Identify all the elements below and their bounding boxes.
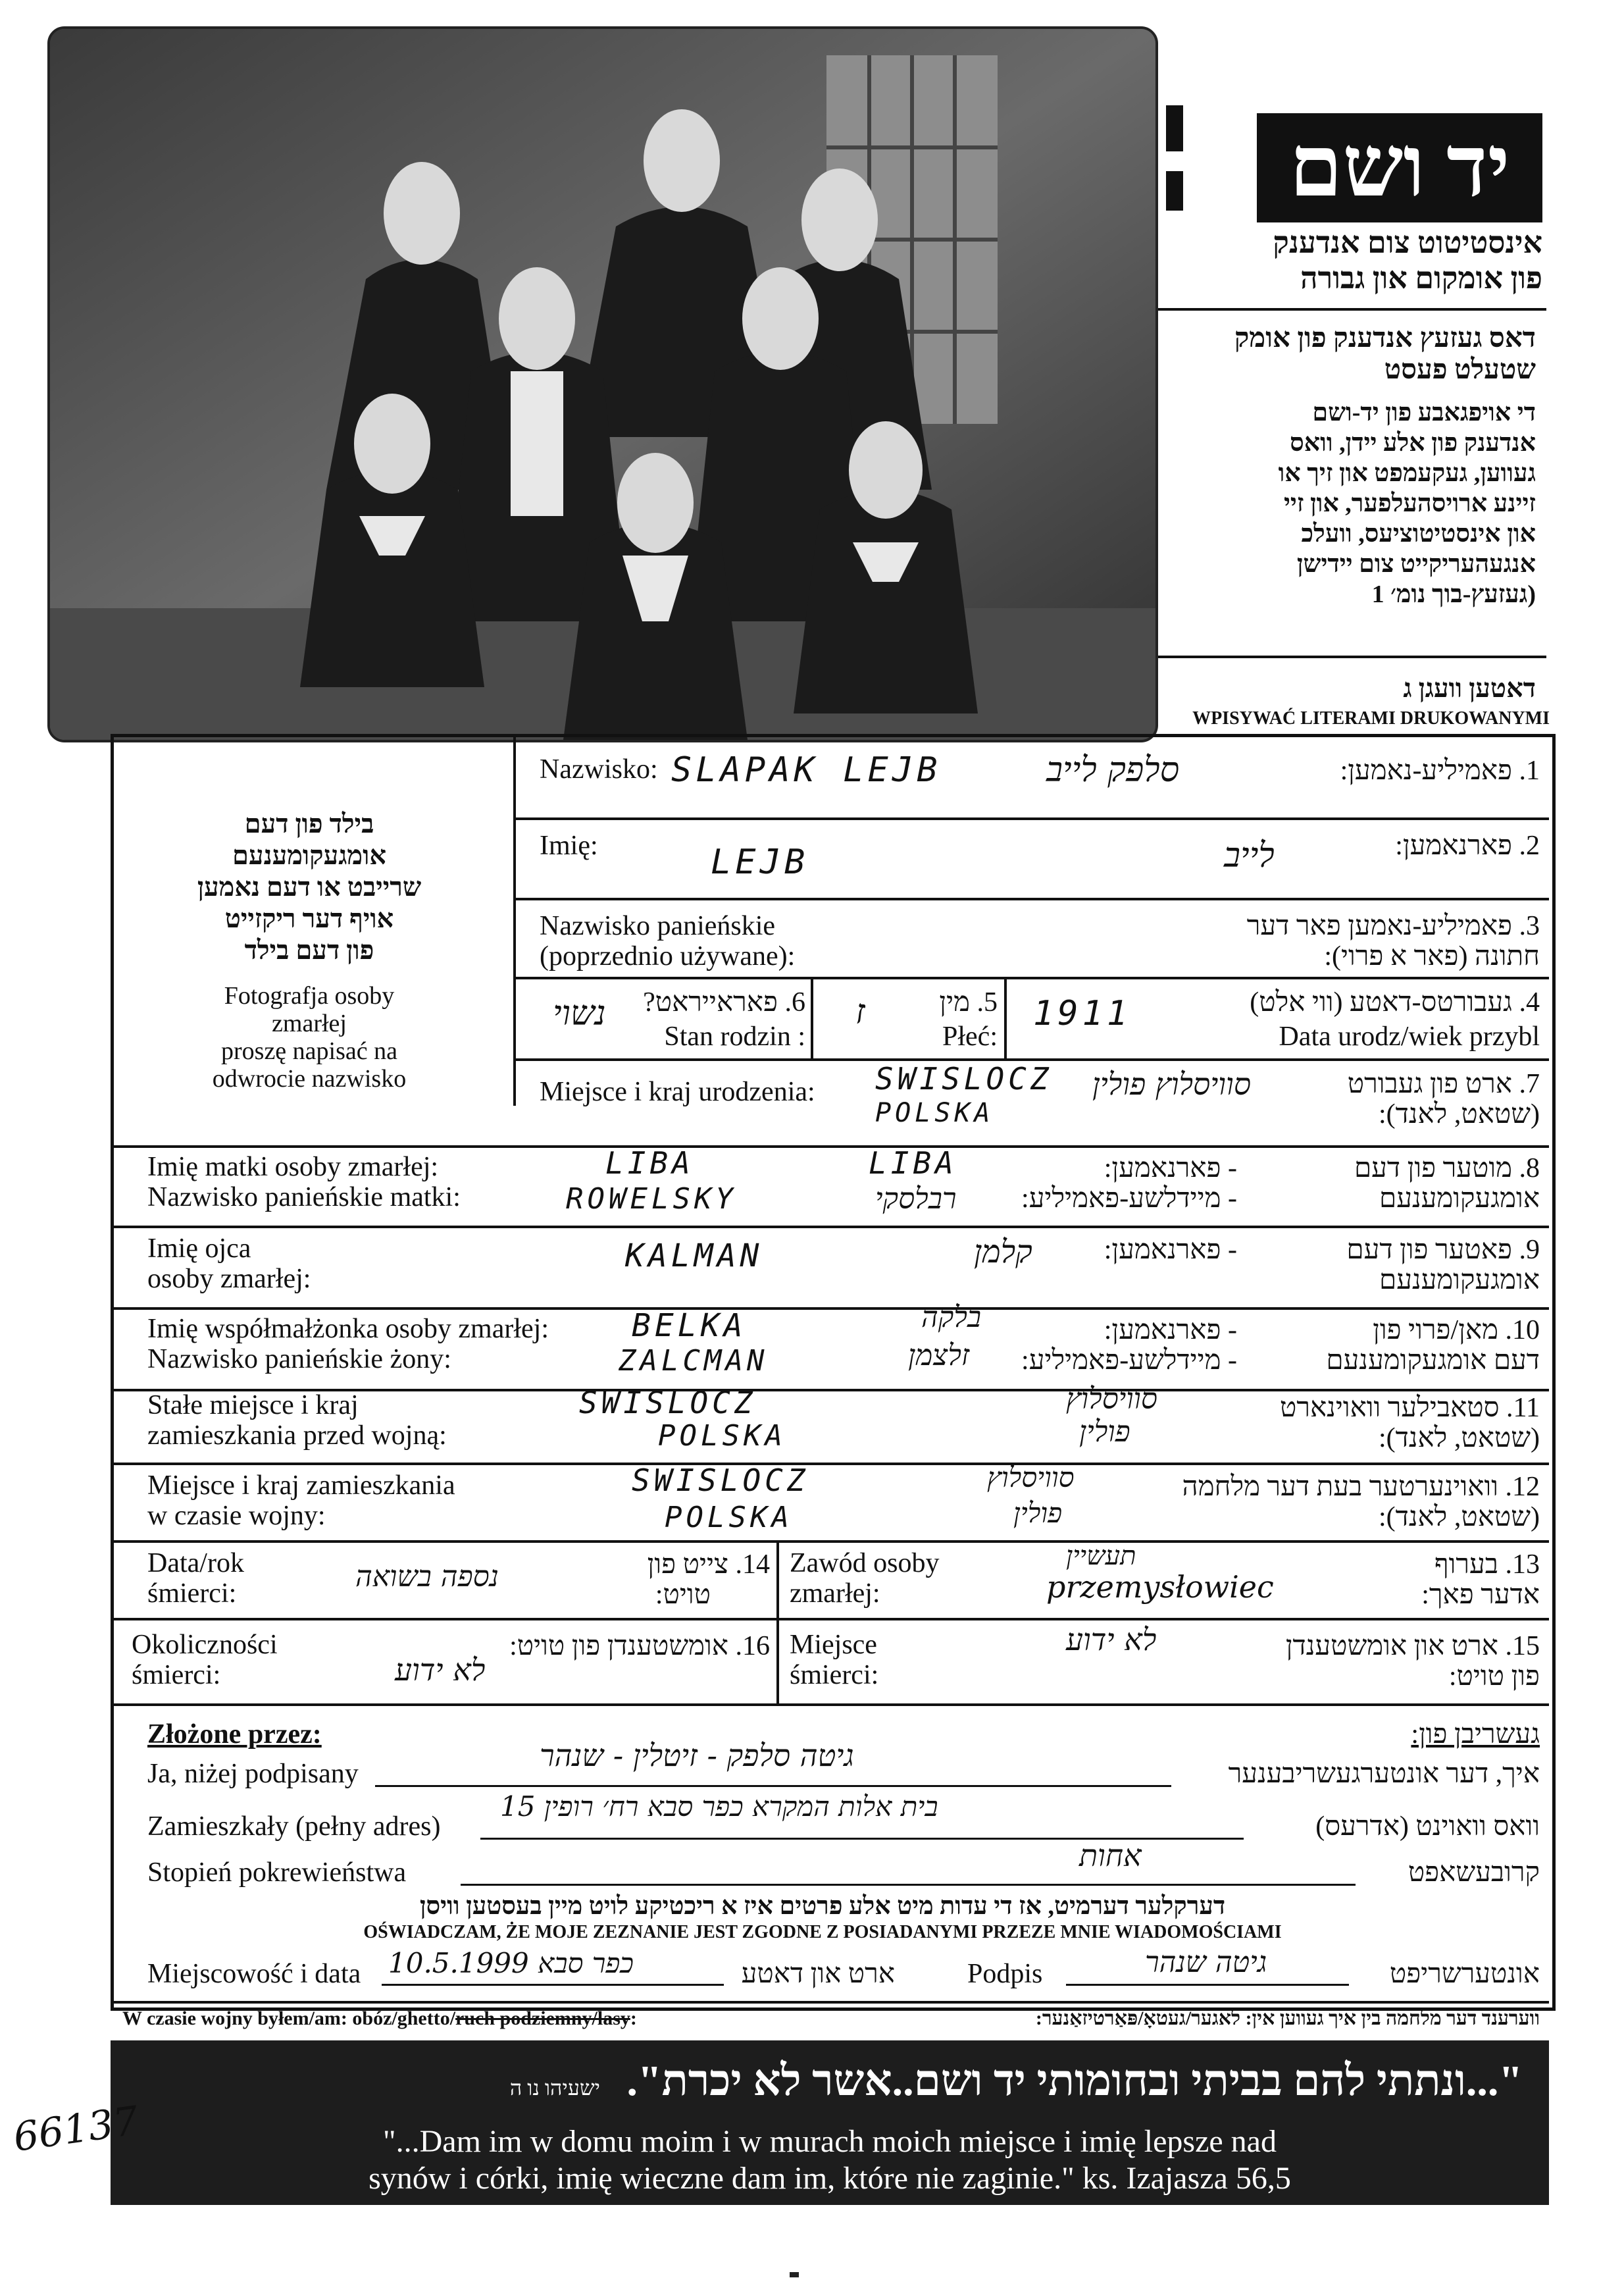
f9-label-pl-2: osoby zmarłej:	[147, 1264, 311, 1294]
f10-label-yi-2: דעם אומגעקומענעם	[1326, 1345, 1540, 1376]
org-name-line2: פון אומקום און גבורה	[1300, 261, 1542, 295]
f9-father-name-value-yi[interactable]: קלמן	[974, 1233, 1032, 1270]
f11-residence-value-yi-2[interactable]: פולין	[1079, 1415, 1130, 1449]
margin-record-number: 66137	[11, 2098, 141, 2161]
f16-label-yi: 16. אומשטענדן פון טויט:	[509, 1631, 770, 1661]
f10-label-pl-2: Nazwisko panieńskie żony:	[147, 1344, 451, 1374]
submitter-name-label-yi: איך, דער אונטערגעשריבענער	[1228, 1759, 1540, 1789]
submitter-relation-label-yi: קרובעשאפט	[1408, 1857, 1540, 1888]
f10-label-yi-1: 10. מאן/פרוי פון	[1373, 1315, 1540, 1345]
f12-label-yi-1: 12. וואוינערטער בעת דער מלחמה	[1182, 1472, 1540, 1502]
f12-label-yi-2: (שטאט, לאנד):	[1378, 1502, 1540, 1532]
f7-label-pl: Miejsce i kraj urodzenia:	[540, 1077, 815, 1107]
signature-value[interactable]: גיטה שנהר	[1145, 1946, 1267, 1979]
f13-label-yi-1: 13. בערוף	[1434, 1549, 1540, 1580]
f12-wartime-residence-value-yi-2[interactable]: פולין	[1013, 1497, 1063, 1529]
wartime-location-pl	[122, 2008, 637, 2030]
submitter-relation-line	[461, 1884, 1356, 1886]
f8-label-yi-a: - פארנאמען:	[1104, 1153, 1237, 1183]
photo-box-pl-2: proszę napisać na	[221, 1037, 397, 1065]
f3-label-pl-2: (poprzednio używane):	[540, 941, 796, 972]
f10-label-pl-1: Imię współmałżonka osoby zmarłej:	[147, 1314, 549, 1344]
f11-label-pl-2: zamieszkania przed wojną:	[147, 1420, 447, 1451]
f8-mother-maiden-value-yi[interactable]: רבלסקי	[875, 1182, 957, 1216]
verse-polish-2: synów i córki, imię wieczne dam im, które nie zaginie." ks. Izajasza 56,5	[368, 2161, 1291, 2196]
f13-occupation-value-yi[interactable]: תעשיין	[1066, 1541, 1136, 1571]
f6-label-yi: 6. פאראייראט?	[643, 987, 805, 1018]
f4-birthdate-value[interactable]: 1911	[1033, 994, 1132, 1033]
rule	[111, 1463, 1549, 1465]
f1-surname-value-yi[interactable]: סלפק לייב	[1046, 750, 1180, 790]
intro-note-line: דאטען וועגן ג	[1403, 673, 1536, 703]
rule	[513, 977, 1549, 979]
place-date-line	[382, 1984, 724, 1986]
intro-title-2: שטעלט פעסט	[1384, 355, 1536, 385]
f10-spouse-maiden-value[interactable]: ZALCMAN	[619, 1344, 769, 1378]
f11-label-pl-1: Stałe miejsce i kraj	[147, 1390, 359, 1420]
f14-label-pl-2: śmierci:	[147, 1578, 237, 1609]
intro-para-6: (געזעץ-בוך נומ׳ 1	[1371, 581, 1536, 608]
f13-label-yi-2: אדער פאך:	[1421, 1580, 1540, 1610]
photo-box-pl-0: Fotografja osoby	[224, 982, 395, 1010]
f7-birthplace-value-yi[interactable]: סוויסלוץ פולין	[1092, 1066, 1251, 1102]
f3-label-yi-1: 3. פאמיליע-נאמען פאר דער	[1246, 911, 1540, 941]
f9-label-yi-1: 9. פאטער פון דעם	[1346, 1235, 1540, 1265]
submitter-title-pl: Złożone przez:	[147, 1719, 322, 1749]
photo-box-yi-2: שרייבט או דעם נאמען	[197, 872, 422, 902]
wartime-location-pl-struck: ruch podziemny/lasy	[455, 2008, 630, 2029]
intro-title-1: דאס געזעץ אנדענק פון אומק	[1234, 323, 1536, 353]
photo-box-pl-3: odwrocie nazwisko	[212, 1065, 407, 1093]
f1-surname-value[interactable]: SLAPAK LEJB	[671, 750, 942, 790]
signature-label-pl: Podpis	[967, 1959, 1043, 1989]
f10-label-yi-a: - פארנאמען:	[1104, 1315, 1237, 1345]
f8-label-pl-1: Imię matki osoby zmarłej:	[147, 1152, 439, 1182]
f15-label-yi-1: 15. ארט און אומשטענדן	[1285, 1631, 1540, 1661]
f10-spouse-name-value[interactable]: BELKA	[632, 1307, 747, 1344]
f12-wartime-residence-value-2[interactable]: POLSKA	[665, 1501, 793, 1534]
f13-label-pl-2: zmarłej:	[790, 1578, 880, 1609]
f9-label-pl-1: Imię ojca	[147, 1233, 251, 1264]
f15-label-yi-2: פון טויט:	[1448, 1661, 1540, 1692]
f4-label-pl: Data urodz/wiek przybl	[1279, 1022, 1540, 1052]
rule	[811, 977, 813, 1058]
f10-spouse-name-value-yi[interactable]: בלקה	[921, 1301, 982, 1334]
wartime-location-yi: ווערענד דער מלחמה בין איך געווען אין: לאגער/געטאָ/פּאַרטיזאַנער:	[1035, 2008, 1540, 2029]
f7-birthplace-value-2[interactable]: POLSKA	[875, 1098, 994, 1128]
place-date-label-yi: ארט און דאטע	[741, 1959, 895, 1989]
family-photograph	[47, 26, 1158, 742]
rule	[111, 1145, 1549, 1148]
wartime-location-pl-text: W czasie wojny byłem/am: obóz/ghetto/	[122, 2008, 456, 2029]
intro-para-1: אנדענק פון אלע יידן, וואס	[1290, 429, 1536, 457]
submitter-address-label-yi: וואס וואוינט (אדרעס)	[1315, 1811, 1540, 1842]
f16-circumstances-value[interactable]: לא ידוע	[395, 1652, 486, 1688]
rule	[513, 817, 1549, 820]
verse-hebrew	[141, 2056, 1523, 2106]
f12-wartime-residence-value-1[interactable]: SWISLOCZ	[632, 1463, 809, 1498]
verse-polish-1: "...Dam im w domu moim i w murach moich miejsce i imię lepsze nad	[383, 2124, 1277, 2159]
photo-box-yiddish	[138, 808, 480, 966]
declaration-pl: OŚWIADCZAM, ŻE MOJE ZEZNANIE JEST ZGODNE Z POSIADANYMI PRZEZE MNIE WIADOMOŚCIAMI	[363, 1922, 1282, 1942]
f11-label-yi-2: (שטאט, לאנד):	[1378, 1423, 1540, 1453]
submitter-relation-value[interactable]: אחות	[1079, 1838, 1142, 1873]
rule	[513, 737, 516, 1106]
submitter-name-value[interactable]: גיטה סלפק - זיטלין - שנהר	[540, 1738, 854, 1773]
f16-label-pl-1: Okoliczności	[132, 1630, 278, 1660]
photo-box-yi-1: אומגעקומענעם	[232, 841, 387, 870]
f12-label-pl-1: Miejsce i kraj zamieszkania	[147, 1470, 455, 1501]
submitter-name-label-pl: Ja, niżej podpisany	[147, 1759, 359, 1789]
f8-mother-name-value[interactable]: LIBA	[605, 1145, 694, 1181]
wartime-location-pl-end: :	[630, 2008, 637, 2029]
verse-hebrew-ref: ישעיהו נו ה	[509, 2076, 600, 2100]
f9-father-name-value[interactable]: KALMAN	[625, 1237, 763, 1274]
intro-para-4: און אינסטיטוציעס, וועלכ	[1301, 520, 1536, 548]
submitter-name-line	[375, 1785, 1171, 1787]
rule	[111, 1540, 1549, 1543]
rule	[111, 1307, 1549, 1310]
f3-label-yi-2: חתונה (פאר א פרוי):	[1324, 941, 1540, 972]
org-name-line1: אינסטיטוט צום אנדענק	[1273, 226, 1542, 259]
f12-wartime-residence-value-yi-1[interactable]: סוויסלוץ	[987, 1461, 1075, 1493]
f12-label-pl-2: w czasie wojny:	[147, 1501, 326, 1531]
rule	[111, 2001, 1549, 2004]
place-date-value[interactable]: 10.5.1999 כפר סבא	[388, 1947, 634, 1979]
f11-residence-value-1[interactable]: SWISLOCZ	[579, 1385, 757, 1420]
isaiah-verse-banner	[111, 2040, 1549, 2205]
f11-residence-value-2[interactable]: POLSKA	[658, 1419, 786, 1453]
f13-label-pl-1: Zawód osoby	[790, 1548, 940, 1578]
f7-label-yi-2: (שטאט, לאנד):	[1378, 1099, 1540, 1129]
photo-box-polish	[138, 982, 480, 1093]
f11-residence-value-yi-1[interactable]: סוויסלוץ	[1066, 1382, 1157, 1416]
f11-label-yi-1: 11. סטאבילער וואוינארט	[1279, 1393, 1540, 1423]
photo-box-yi-0: בילד פון דעם	[244, 809, 374, 839]
rule	[111, 1703, 1549, 1706]
submitter-title-yi: געשריבן פון:	[1411, 1719, 1540, 1749]
f2-firstname-value-yi[interactable]: לייב	[1224, 836, 1275, 875]
f1-label-yi: 1. פאמיליע-נאמען:	[1340, 756, 1540, 786]
f9-label-yi-2: אומגעקומענעם	[1379, 1265, 1540, 1295]
f15-label-pl-2: śmierci:	[790, 1660, 879, 1690]
submitter-address-value[interactable]: בית אלות המקרא כפר סבא רח׳ רופין 15	[500, 1790, 938, 1823]
submitter-relation-label-pl: Stopień pokrewieństwa	[147, 1857, 407, 1888]
photo-box-pl-1: zmarłej	[272, 1010, 347, 1037]
intro-para-2: געווען, געקעמפט און זיך או	[1278, 459, 1536, 487]
f14-label-yi-2: טויט:	[655, 1580, 711, 1610]
f15-label-pl-1: Miejsce	[790, 1630, 877, 1660]
f6-label-pl: : Stan rodzin	[664, 1022, 805, 1052]
cut-title-fragment	[1163, 105, 1190, 224]
f5-label-yi: 5. מין	[939, 987, 998, 1018]
f5-sex-value[interactable]: ז	[855, 993, 865, 1032]
f2-label-yi: 2. פארנאמען:	[1395, 831, 1540, 861]
photo-box-yi-4: פון דעם בילד	[244, 935, 374, 965]
intro-para-0: די אויפגאבע פון יד-ושם	[1312, 399, 1536, 427]
f14-death-date-value[interactable]: נספה בשואה	[355, 1560, 499, 1593]
f13-occupation-value[interactable]: przemysłowiec	[1046, 1569, 1274, 1605]
f6-marital-value[interactable]: נשוי	[553, 994, 606, 1033]
f8-label-yi-1: 8. מוטער פון דעם	[1354, 1153, 1540, 1183]
f1-label-pl: Nazwisko:	[540, 754, 658, 785]
rule	[1004, 977, 1007, 1058]
intro-text-block	[1158, 308, 1546, 658]
f2-firstname-value[interactable]: LEJB	[711, 842, 809, 882]
f14-label-pl-1: Data/rok	[147, 1548, 244, 1578]
rule	[513, 898, 1549, 900]
yad-vashem-logo: יד ושם	[1257, 113, 1542, 222]
signature-line	[1066, 1984, 1349, 1986]
declaration-yi: דערקלער דערמיט, אז די עדות מיט אלע פרטים איז א ריכטיקע לויט מיין בעסטען וויסן	[419, 1892, 1226, 1920]
f10-label-yi-b: - מיידלשע-פאמיליע:	[1021, 1345, 1237, 1376]
rule	[111, 1618, 1549, 1620]
f4-label-yi: 4. געבורטס-דאטע (ווי אלט)	[1250, 987, 1540, 1018]
rule	[111, 1226, 1549, 1228]
f8-label-yi-b: - מיידלשע-פאמיליע:	[1021, 1183, 1237, 1214]
verse-hebrew-text: "...ונתתי להם בביתי ובחומותי יד ושם..אשר לא יכרת".	[626, 2057, 1523, 2105]
photo-box-yi-3: אויף דער ריקזייט	[224, 904, 394, 933]
f8-label-yi-2: אומגעקומענעם	[1379, 1183, 1540, 1214]
f8-mother-maiden-value[interactable]: ROWELSKY	[566, 1182, 737, 1216]
intro-para-5: אנגעהעריקייט צום יידישן	[1296, 550, 1536, 578]
f15-place-of-death-value[interactable]: לא ידוע	[1066, 1622, 1157, 1657]
f9-label-yi-a: - פארנאמען:	[1104, 1235, 1237, 1265]
f5-label-pl: :Płeć	[942, 1022, 998, 1052]
signature-label-yi: אונטערשריפט	[1389, 1959, 1540, 1989]
print-instruction: WPISYWAĆ LITERAMI DRUKOWANYMI	[1192, 708, 1550, 729]
f8-label-pl-2: Nazwisko panieńskie matki:	[147, 1182, 461, 1212]
photo-scene	[50, 29, 1155, 740]
submitter-address-label-pl: Zamieszkały (pełny adres)	[147, 1811, 441, 1842]
f2-label-pl: Imię:	[540, 831, 598, 861]
f16-label-pl-2: śmierci:	[132, 1660, 221, 1690]
f8-mother-name-value-2[interactable]: LIBA	[869, 1145, 957, 1181]
f10-spouse-maiden-value-yi[interactable]: זלצמן	[908, 1339, 970, 1372]
f7-label-yi-1: 7. ארט פון געבורט	[1347, 1069, 1540, 1099]
intro-para-3: זיינע ארויסהעלפער, און זיי	[1283, 490, 1536, 517]
rule	[776, 1540, 779, 1703]
page-mark	[790, 2272, 799, 2277]
place-date-label-pl: Miejscowość i data	[147, 1959, 361, 1989]
f3-label-pl-1: Nazwisko panieńskie	[540, 911, 776, 941]
f14-label-yi-1: 14. צייט פון	[647, 1549, 770, 1580]
f7-birthplace-value-1[interactable]: SWISLOCZ	[875, 1061, 1053, 1097]
